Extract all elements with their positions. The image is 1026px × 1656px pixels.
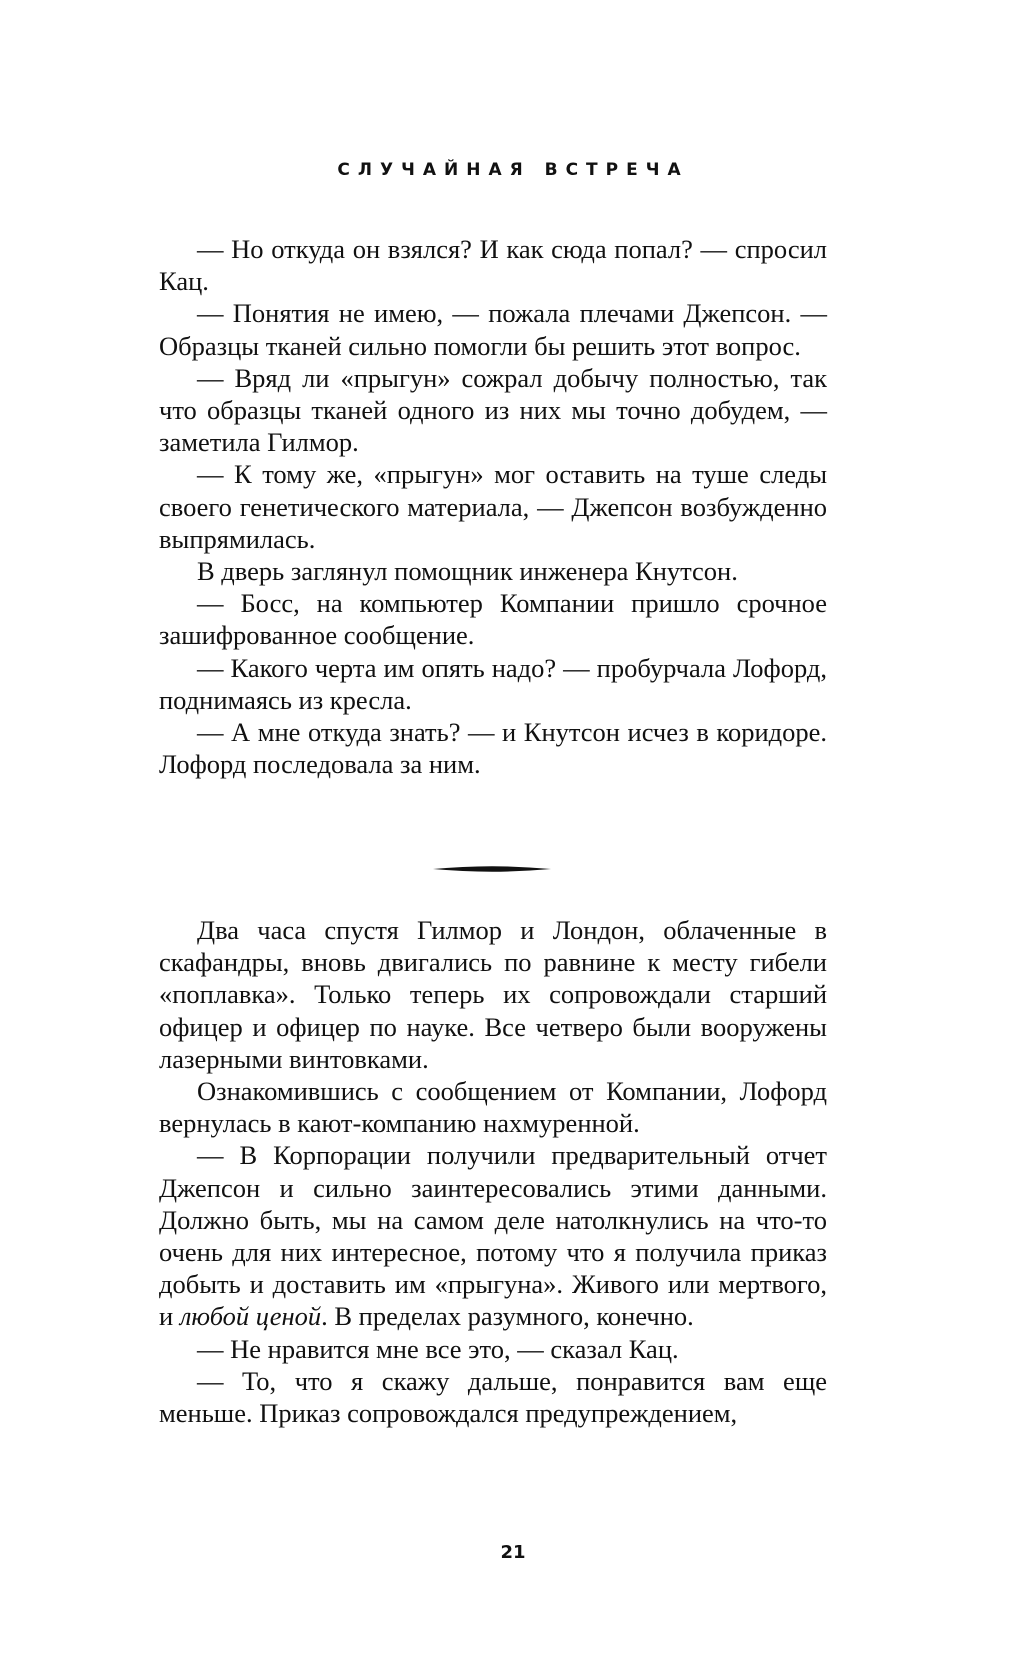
paragraph-text: . В пределах разумного, конечно.: [321, 1301, 694, 1332]
paragraph: — Вряд ли «прыгун» сожрал добычу полностью, так что образцы тканей одного из них мы точно добудем, — заметила Гилмор.: [159, 362, 827, 458]
text-section-1: [159, 233, 827, 780]
paragraph: — Понятия не имею, — пожала плечами Джепсон. — Образцы тканей сильно помогли бы решить этот вопрос.: [159, 298, 827, 361]
paragraph: [159, 1139, 827, 1332]
text-section-2: [159, 914, 827, 1429]
paragraph: — Но откуда он взялся? И как сюда попал? — спросил Кац.: [159, 234, 827, 297]
paragraph: — То, что я скажу дальше, понравится вам еще меньше. Приказ сопровождался предупреждением,: [159, 1365, 827, 1429]
paragraph-text: — В Корпорации получили предварительный отчет Джепсон и сильно заинтересовались этими данными. Должно быть, мы на самом деле натолкнулись на что-то очень для них интересное, потому что я получила приказ добыть и доставить им «прыгуна». Живого или мертвого, и: [159, 1140, 827, 1332]
paragraph: — А мне откуда знать? — и Кнутсон исчез в коридоре. Лофорд последовала за ним.: [159, 717, 827, 780]
paragraph: В дверь заглянул помощник инженера Кнутсон.: [197, 556, 738, 587]
paragraph: — К тому же, «прыгун» мог оставить на туше следы своего генетического материала, — Джепсон возбужденно выпрямилась.: [159, 459, 827, 554]
paragraph: — Какого черта им опять надо? — пробурчала Лофорд, поднимаясь из кресла.: [159, 652, 827, 715]
page-number: 21: [500, 1542, 526, 1563]
paragraph: — Не нравится мне все это, — сказал Кац.: [197, 1333, 679, 1364]
section-divider-icon: [433, 866, 551, 872]
italic-emphasis: любой ценой: [179, 1301, 322, 1332]
running-head: СЛУЧАЙНАЯ ВСТРЕЧА: [337, 160, 689, 180]
paragraph: — Босс, на компьютер Компании пришло срочное зашифрованное сообщение.: [159, 588, 827, 651]
paragraph: Ознакомившись с сообщением от Компании, Лофорд вернулась в кают-компанию нахмуренной.: [159, 1076, 827, 1139]
paragraph: Два часа спустя Гилмор и Лондон, облаченные в скафандры, вновь двигались по равнине к месту гибели «поплавка». Только теперь их сопровождали старший офицер и офицер по науке. Все четверо были вооружены лазерными винтовками.: [159, 915, 827, 1074]
